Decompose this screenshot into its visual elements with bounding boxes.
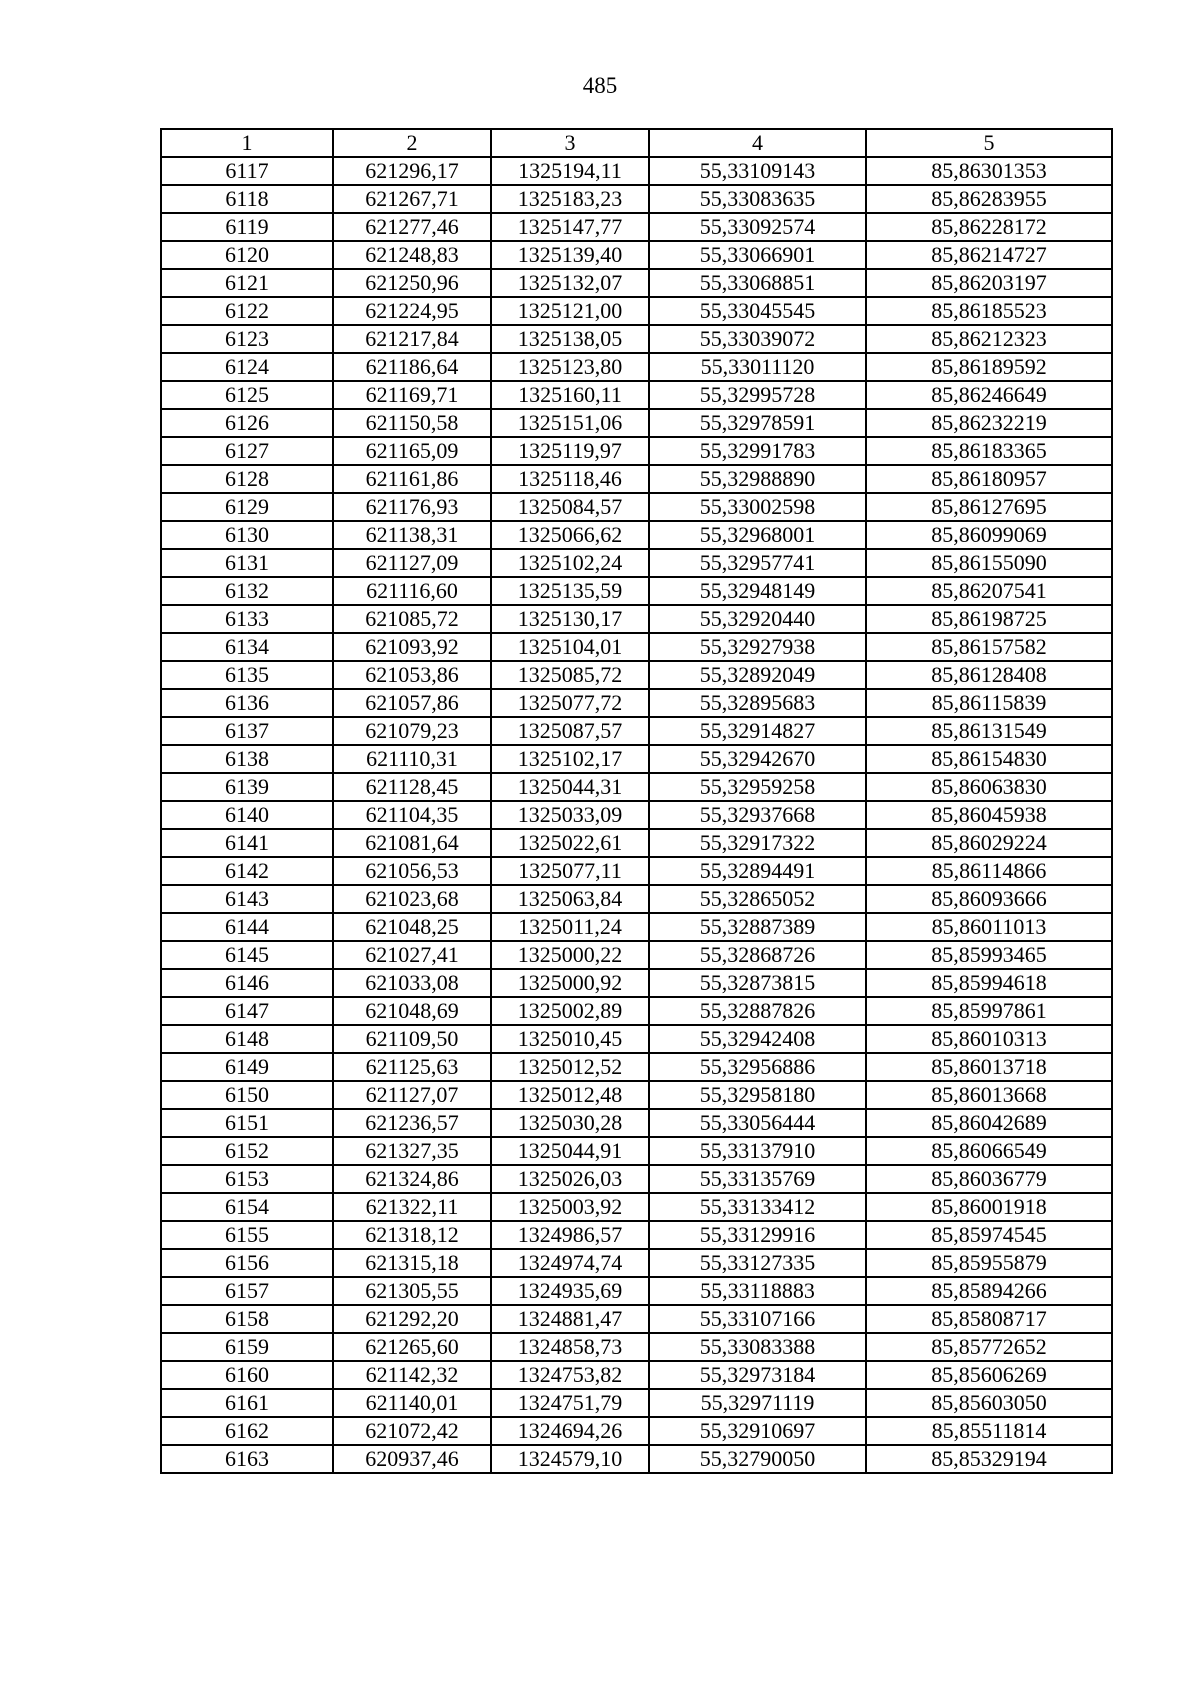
x-coordinate-cell: 621327,35 xyxy=(333,1137,491,1165)
point-number-cell: 6145 xyxy=(161,941,333,969)
point-number-cell: 6122 xyxy=(161,297,333,325)
longitude-cell: 85,86045938 xyxy=(866,801,1112,829)
point-number-cell: 6159 xyxy=(161,1333,333,1361)
table-row xyxy=(161,577,1112,605)
y-coordinate-cell: 1325044,31 xyxy=(491,773,649,801)
table-row xyxy=(161,885,1112,913)
longitude-cell: 85,86214727 xyxy=(866,241,1112,269)
table-row xyxy=(161,185,1112,213)
latitude-cell: 55,32942408 xyxy=(649,1025,866,1053)
point-number-cell: 6131 xyxy=(161,549,333,577)
column-header-4: 4 xyxy=(649,129,866,157)
x-coordinate-cell: 621236,57 xyxy=(333,1109,491,1137)
longitude-cell: 85,86093666 xyxy=(866,885,1112,913)
y-coordinate-cell: 1325121,00 xyxy=(491,297,649,325)
point-number-cell: 6154 xyxy=(161,1193,333,1221)
y-coordinate-cell: 1325012,52 xyxy=(491,1053,649,1081)
point-number-cell: 6125 xyxy=(161,381,333,409)
x-coordinate-cell: 621085,72 xyxy=(333,605,491,633)
x-coordinate-cell: 621081,64 xyxy=(333,829,491,857)
y-coordinate-cell: 1325119,97 xyxy=(491,437,649,465)
latitude-cell: 55,33068851 xyxy=(649,269,866,297)
table-row xyxy=(161,1137,1112,1165)
latitude-cell: 55,32937668 xyxy=(649,801,866,829)
table-row xyxy=(161,521,1112,549)
y-coordinate-cell: 1325130,17 xyxy=(491,605,649,633)
table-row xyxy=(161,213,1112,241)
x-coordinate-cell: 621318,12 xyxy=(333,1221,491,1249)
x-coordinate-cell: 621053,86 xyxy=(333,661,491,689)
latitude-cell: 55,32959258 xyxy=(649,773,866,801)
table-row xyxy=(161,1305,1112,1333)
latitude-cell: 55,33066901 xyxy=(649,241,866,269)
x-coordinate-cell: 621116,60 xyxy=(333,577,491,605)
latitude-cell: 55,32920440 xyxy=(649,605,866,633)
y-coordinate-cell: 1324694,26 xyxy=(491,1417,649,1445)
x-coordinate-cell: 621315,18 xyxy=(333,1249,491,1277)
point-number-cell: 6135 xyxy=(161,661,333,689)
y-coordinate-cell: 1325026,03 xyxy=(491,1165,649,1193)
table-body xyxy=(161,157,1112,1473)
point-number-cell: 6142 xyxy=(161,857,333,885)
longitude-cell: 85,86063830 xyxy=(866,773,1112,801)
table-row xyxy=(161,1249,1112,1277)
y-coordinate-cell: 1325066,62 xyxy=(491,521,649,549)
x-coordinate-cell: 621027,41 xyxy=(333,941,491,969)
table-row xyxy=(161,157,1112,185)
table-row xyxy=(161,605,1112,633)
latitude-cell: 55,32868726 xyxy=(649,941,866,969)
x-coordinate-cell: 621056,53 xyxy=(333,857,491,885)
x-coordinate-cell: 621248,83 xyxy=(333,241,491,269)
point-number-cell: 6130 xyxy=(161,521,333,549)
table-row xyxy=(161,997,1112,1025)
x-coordinate-cell: 621023,68 xyxy=(333,885,491,913)
point-number-cell: 6129 xyxy=(161,493,333,521)
y-coordinate-cell: 1325022,61 xyxy=(491,829,649,857)
point-number-cell: 6152 xyxy=(161,1137,333,1165)
longitude-cell: 85,85603050 xyxy=(866,1389,1112,1417)
column-header-5: 5 xyxy=(866,129,1112,157)
point-number-cell: 6160 xyxy=(161,1361,333,1389)
longitude-cell: 85,86232219 xyxy=(866,409,1112,437)
x-coordinate-cell: 621292,20 xyxy=(333,1305,491,1333)
table-row xyxy=(161,717,1112,745)
y-coordinate-cell: 1325123,80 xyxy=(491,353,649,381)
point-number-cell: 6144 xyxy=(161,913,333,941)
table-row xyxy=(161,269,1112,297)
table-row xyxy=(161,773,1112,801)
x-coordinate-cell: 621072,42 xyxy=(333,1417,491,1445)
longitude-cell: 85,86180957 xyxy=(866,465,1112,493)
table-row xyxy=(161,1193,1112,1221)
x-coordinate-cell: 620937,46 xyxy=(333,1445,491,1473)
x-coordinate-cell: 621277,46 xyxy=(333,213,491,241)
y-coordinate-cell: 1324881,47 xyxy=(491,1305,649,1333)
x-coordinate-cell: 621127,07 xyxy=(333,1081,491,1109)
latitude-cell: 55,32968001 xyxy=(649,521,866,549)
point-number-cell: 6146 xyxy=(161,969,333,997)
point-number-cell: 6127 xyxy=(161,437,333,465)
latitude-cell: 55,32942670 xyxy=(649,745,866,773)
table-row xyxy=(161,661,1112,689)
x-coordinate-cell: 621057,86 xyxy=(333,689,491,717)
x-coordinate-cell: 621048,25 xyxy=(333,913,491,941)
latitude-cell: 55,32895683 xyxy=(649,689,866,717)
longitude-cell: 85,86183365 xyxy=(866,437,1112,465)
y-coordinate-cell: 1325138,05 xyxy=(491,325,649,353)
point-number-cell: 6119 xyxy=(161,213,333,241)
table-row xyxy=(161,1417,1112,1445)
y-coordinate-cell: 1325077,11 xyxy=(491,857,649,885)
x-coordinate-cell: 621150,58 xyxy=(333,409,491,437)
table-row xyxy=(161,549,1112,577)
point-number-cell: 6126 xyxy=(161,409,333,437)
point-number-cell: 6157 xyxy=(161,1277,333,1305)
point-number-cell: 6143 xyxy=(161,885,333,913)
point-number-cell: 6162 xyxy=(161,1417,333,1445)
x-coordinate-cell: 621217,84 xyxy=(333,325,491,353)
latitude-cell: 55,33011120 xyxy=(649,353,866,381)
y-coordinate-cell: 1324858,73 xyxy=(491,1333,649,1361)
y-coordinate-cell: 1325030,28 xyxy=(491,1109,649,1137)
longitude-cell: 85,86157582 xyxy=(866,633,1112,661)
latitude-cell: 55,32973184 xyxy=(649,1361,866,1389)
table-row xyxy=(161,913,1112,941)
table-row xyxy=(161,1333,1112,1361)
latitude-cell: 55,32971119 xyxy=(649,1389,866,1417)
y-coordinate-cell: 1325139,40 xyxy=(491,241,649,269)
coordinates-table xyxy=(160,128,1113,1474)
y-coordinate-cell: 1324751,79 xyxy=(491,1389,649,1417)
x-coordinate-cell: 621142,32 xyxy=(333,1361,491,1389)
point-number-cell: 6140 xyxy=(161,801,333,829)
point-number-cell: 6161 xyxy=(161,1389,333,1417)
y-coordinate-cell: 1324986,57 xyxy=(491,1221,649,1249)
longitude-cell: 85,85329194 xyxy=(866,1445,1112,1473)
longitude-cell: 85,85606269 xyxy=(866,1361,1112,1389)
point-number-cell: 6137 xyxy=(161,717,333,745)
table-row xyxy=(161,1445,1112,1473)
y-coordinate-cell: 1325104,01 xyxy=(491,633,649,661)
y-coordinate-cell: 1325118,46 xyxy=(491,465,649,493)
latitude-cell: 55,32927938 xyxy=(649,633,866,661)
latitude-cell: 55,33135769 xyxy=(649,1165,866,1193)
x-coordinate-cell: 621265,60 xyxy=(333,1333,491,1361)
x-coordinate-cell: 621250,96 xyxy=(333,269,491,297)
point-number-cell: 6134 xyxy=(161,633,333,661)
y-coordinate-cell: 1325160,11 xyxy=(491,381,649,409)
y-coordinate-cell: 1325194,11 xyxy=(491,157,649,185)
table-header xyxy=(161,129,1112,157)
y-coordinate-cell: 1325087,57 xyxy=(491,717,649,745)
latitude-cell: 55,32917322 xyxy=(649,829,866,857)
point-number-cell: 6151 xyxy=(161,1109,333,1137)
point-number-cell: 6120 xyxy=(161,241,333,269)
point-number-cell: 6150 xyxy=(161,1081,333,1109)
longitude-cell: 85,86099069 xyxy=(866,521,1112,549)
y-coordinate-cell: 1324753,82 xyxy=(491,1361,649,1389)
longitude-cell: 85,85997861 xyxy=(866,997,1112,1025)
page-number: 485 xyxy=(582,73,618,98)
table-row xyxy=(161,689,1112,717)
longitude-cell: 85,86029224 xyxy=(866,829,1112,857)
x-coordinate-cell: 621186,64 xyxy=(333,353,491,381)
longitude-cell: 85,86203197 xyxy=(866,269,1112,297)
latitude-cell: 55,32873815 xyxy=(649,969,866,997)
y-coordinate-cell: 1325002,89 xyxy=(491,997,649,1025)
table-row xyxy=(161,493,1112,521)
point-number-cell: 6121 xyxy=(161,269,333,297)
table-row xyxy=(161,969,1112,997)
point-number-cell: 6163 xyxy=(161,1445,333,1473)
table-row xyxy=(161,941,1112,969)
latitude-cell: 55,32958180 xyxy=(649,1081,866,1109)
longitude-cell: 85,86036779 xyxy=(866,1165,1112,1193)
table-row xyxy=(161,1221,1112,1249)
longitude-cell: 85,85772652 xyxy=(866,1333,1112,1361)
x-coordinate-cell: 621128,45 xyxy=(333,773,491,801)
column-header-1: 1 xyxy=(161,129,333,157)
latitude-cell: 55,32978591 xyxy=(649,409,866,437)
point-number-cell: 6149 xyxy=(161,1053,333,1081)
table-row xyxy=(161,465,1112,493)
longitude-cell: 85,86013718 xyxy=(866,1053,1112,1081)
longitude-cell: 85,86207541 xyxy=(866,577,1112,605)
point-number-cell: 6155 xyxy=(161,1221,333,1249)
longitude-cell: 85,86001918 xyxy=(866,1193,1112,1221)
point-number-cell: 6117 xyxy=(161,157,333,185)
table-row xyxy=(161,409,1112,437)
table-row xyxy=(161,857,1112,885)
y-coordinate-cell: 1324935,69 xyxy=(491,1277,649,1305)
table-row xyxy=(161,829,1112,857)
longitude-cell: 85,85974545 xyxy=(866,1221,1112,1249)
x-coordinate-cell: 621140,01 xyxy=(333,1389,491,1417)
y-coordinate-cell: 1325012,48 xyxy=(491,1081,649,1109)
point-number-cell: 6123 xyxy=(161,325,333,353)
longitude-cell: 85,86114866 xyxy=(866,857,1112,885)
longitude-cell: 85,86013668 xyxy=(866,1081,1112,1109)
latitude-cell: 55,32956886 xyxy=(649,1053,866,1081)
table-row xyxy=(161,1361,1112,1389)
y-coordinate-cell: 1325077,72 xyxy=(491,689,649,717)
longitude-cell: 85,86131549 xyxy=(866,717,1112,745)
x-coordinate-cell: 621176,93 xyxy=(333,493,491,521)
table-row xyxy=(161,801,1112,829)
table-row xyxy=(161,297,1112,325)
latitude-cell: 55,32894491 xyxy=(649,857,866,885)
x-coordinate-cell: 621125,63 xyxy=(333,1053,491,1081)
x-coordinate-cell: 621305,55 xyxy=(333,1277,491,1305)
y-coordinate-cell: 1325011,24 xyxy=(491,913,649,941)
latitude-cell: 55,33133412 xyxy=(649,1193,866,1221)
longitude-cell: 85,86066549 xyxy=(866,1137,1112,1165)
table-row xyxy=(161,437,1112,465)
y-coordinate-cell: 1324974,74 xyxy=(491,1249,649,1277)
longitude-cell: 85,85808717 xyxy=(866,1305,1112,1333)
longitude-cell: 85,86115839 xyxy=(866,689,1112,717)
y-coordinate-cell: 1325084,57 xyxy=(491,493,649,521)
table-row xyxy=(161,325,1112,353)
x-coordinate-cell: 621110,31 xyxy=(333,745,491,773)
point-number-cell: 6158 xyxy=(161,1305,333,1333)
longitude-cell: 85,86212323 xyxy=(866,325,1112,353)
y-coordinate-cell: 1325003,92 xyxy=(491,1193,649,1221)
point-number-cell: 6118 xyxy=(161,185,333,213)
y-coordinate-cell: 1325063,84 xyxy=(491,885,649,913)
y-coordinate-cell: 1325132,07 xyxy=(491,269,649,297)
x-coordinate-cell: 621079,23 xyxy=(333,717,491,745)
y-coordinate-cell: 1325135,59 xyxy=(491,577,649,605)
latitude-cell: 55,33107166 xyxy=(649,1305,866,1333)
latitude-cell: 55,32957741 xyxy=(649,549,866,577)
point-number-cell: 6148 xyxy=(161,1025,333,1053)
latitude-cell: 55,32991783 xyxy=(649,437,866,465)
latitude-cell: 55,33039072 xyxy=(649,325,866,353)
latitude-cell: 55,32887389 xyxy=(649,913,866,941)
latitude-cell: 55,32892049 xyxy=(649,661,866,689)
table-row xyxy=(161,745,1112,773)
x-coordinate-cell: 621109,50 xyxy=(333,1025,491,1053)
latitude-cell: 55,33083388 xyxy=(649,1333,866,1361)
y-coordinate-cell: 1325102,24 xyxy=(491,549,649,577)
point-number-cell: 6128 xyxy=(161,465,333,493)
table-row xyxy=(161,241,1112,269)
table-row xyxy=(161,1081,1112,1109)
x-coordinate-cell: 621169,71 xyxy=(333,381,491,409)
longitude-cell: 85,86301353 xyxy=(866,157,1112,185)
longitude-cell: 85,86011013 xyxy=(866,913,1112,941)
column-header-2: 2 xyxy=(333,129,491,157)
latitude-cell: 55,32865052 xyxy=(649,885,866,913)
point-number-cell: 6133 xyxy=(161,605,333,633)
point-number-cell: 6156 xyxy=(161,1249,333,1277)
longitude-cell: 85,86010313 xyxy=(866,1025,1112,1053)
y-coordinate-cell: 1324579,10 xyxy=(491,1445,649,1473)
y-coordinate-cell: 1325147,77 xyxy=(491,213,649,241)
point-number-cell: 6138 xyxy=(161,745,333,773)
y-coordinate-cell: 1325010,45 xyxy=(491,1025,649,1053)
x-coordinate-cell: 621161,86 xyxy=(333,465,491,493)
x-coordinate-cell: 621322,11 xyxy=(333,1193,491,1221)
latitude-cell: 55,32948149 xyxy=(649,577,866,605)
y-coordinate-cell: 1325044,91 xyxy=(491,1137,649,1165)
longitude-cell: 85,86189592 xyxy=(866,353,1112,381)
longitude-cell: 85,85993465 xyxy=(866,941,1112,969)
latitude-cell: 55,33137910 xyxy=(649,1137,866,1165)
y-coordinate-cell: 1325102,17 xyxy=(491,745,649,773)
latitude-cell: 55,32914827 xyxy=(649,717,866,745)
longitude-cell: 85,86246649 xyxy=(866,381,1112,409)
x-coordinate-cell: 621324,86 xyxy=(333,1165,491,1193)
longitude-cell: 85,86283955 xyxy=(866,185,1112,213)
latitude-cell: 55,33002598 xyxy=(649,493,866,521)
point-number-cell: 6124 xyxy=(161,353,333,381)
x-coordinate-cell: 621093,92 xyxy=(333,633,491,661)
y-coordinate-cell: 1325033,09 xyxy=(491,801,649,829)
header-row xyxy=(161,129,1112,157)
latitude-cell: 55,33127335 xyxy=(649,1249,866,1277)
x-coordinate-cell: 621267,71 xyxy=(333,185,491,213)
point-number-cell: 6139 xyxy=(161,773,333,801)
y-coordinate-cell: 1325183,23 xyxy=(491,185,649,213)
longitude-cell: 85,85994618 xyxy=(866,969,1112,997)
latitude-cell: 55,32910697 xyxy=(649,1417,866,1445)
table-row xyxy=(161,1025,1112,1053)
longitude-cell: 85,86155090 xyxy=(866,549,1112,577)
x-coordinate-cell: 621048,69 xyxy=(333,997,491,1025)
y-coordinate-cell: 1325151,06 xyxy=(491,409,649,437)
longitude-cell: 85,85894266 xyxy=(866,1277,1112,1305)
point-number-cell: 6141 xyxy=(161,829,333,857)
table-row xyxy=(161,381,1112,409)
longitude-cell: 85,86228172 xyxy=(866,213,1112,241)
latitude-cell: 55,33092574 xyxy=(649,213,866,241)
x-coordinate-cell: 621165,09 xyxy=(333,437,491,465)
latitude-cell: 55,32790050 xyxy=(649,1445,866,1473)
longitude-cell: 85,86154830 xyxy=(866,745,1112,773)
latitude-cell: 55,32995728 xyxy=(649,381,866,409)
point-number-cell: 6136 xyxy=(161,689,333,717)
table-row xyxy=(161,1053,1112,1081)
longitude-cell: 85,86198725 xyxy=(866,605,1112,633)
table-row xyxy=(161,1277,1112,1305)
longitude-cell: 85,85511814 xyxy=(866,1417,1112,1445)
y-coordinate-cell: 1325000,92 xyxy=(491,969,649,997)
latitude-cell: 55,33045545 xyxy=(649,297,866,325)
table-row xyxy=(161,1109,1112,1137)
latitude-cell: 55,33056444 xyxy=(649,1109,866,1137)
y-coordinate-cell: 1325000,22 xyxy=(491,941,649,969)
point-number-cell: 6132 xyxy=(161,577,333,605)
longitude-cell: 85,86042689 xyxy=(866,1109,1112,1137)
latitude-cell: 55,32988890 xyxy=(649,465,866,493)
table-row xyxy=(161,633,1112,661)
table-row xyxy=(161,1165,1112,1193)
latitude-cell: 55,33118883 xyxy=(649,1277,866,1305)
longitude-cell: 85,86127695 xyxy=(866,493,1112,521)
x-coordinate-cell: 621127,09 xyxy=(333,549,491,577)
x-coordinate-cell: 621296,17 xyxy=(333,157,491,185)
x-coordinate-cell: 621224,95 xyxy=(333,297,491,325)
y-coordinate-cell: 1325085,72 xyxy=(491,661,649,689)
x-coordinate-cell: 621033,08 xyxy=(333,969,491,997)
longitude-cell: 85,86185523 xyxy=(866,297,1112,325)
latitude-cell: 55,32887826 xyxy=(649,997,866,1025)
x-coordinate-cell: 621104,35 xyxy=(333,801,491,829)
longitude-cell: 85,85955879 xyxy=(866,1249,1112,1277)
x-coordinate-cell: 621138,31 xyxy=(333,521,491,549)
table-row xyxy=(161,1389,1112,1417)
point-number-cell: 6153 xyxy=(161,1165,333,1193)
latitude-cell: 55,33129916 xyxy=(649,1221,866,1249)
column-header-3: 3 xyxy=(491,129,649,157)
point-number-cell: 6147 xyxy=(161,997,333,1025)
latitude-cell: 55,33109143 xyxy=(649,157,866,185)
latitude-cell: 55,33083635 xyxy=(649,185,866,213)
longitude-cell: 85,86128408 xyxy=(866,661,1112,689)
table-row xyxy=(161,353,1112,381)
